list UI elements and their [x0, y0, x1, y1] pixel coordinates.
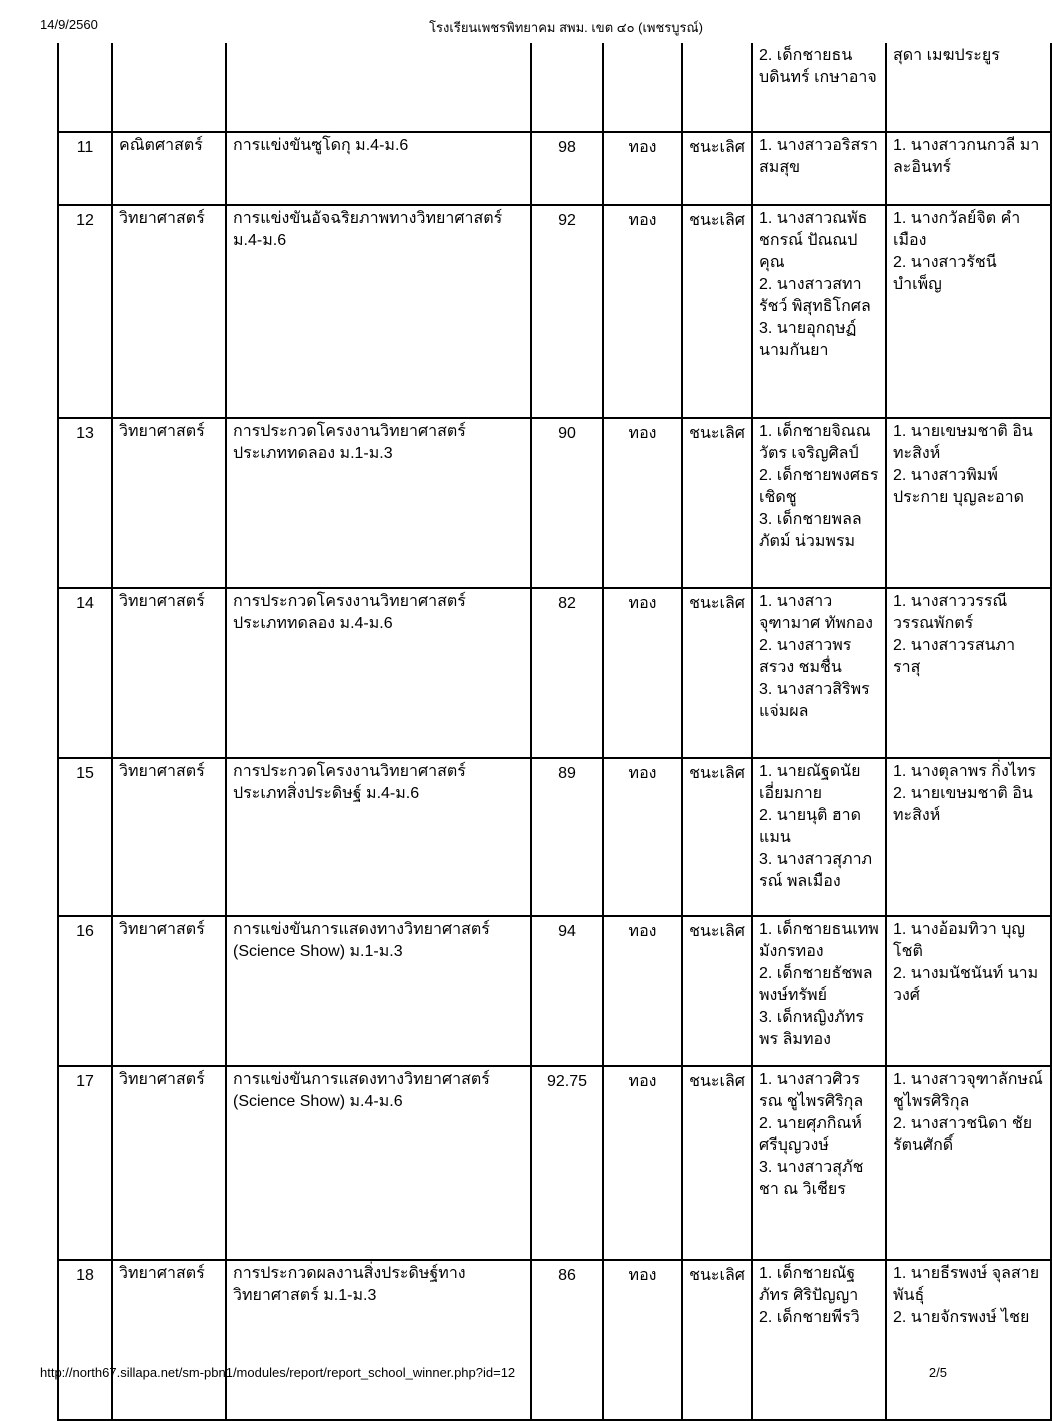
student-name: 1. นางสาวณพัธชกรณ์ ปัณณปคุณ [759, 210, 868, 271]
medal-cell: ทอง [603, 205, 682, 418]
medal-cell: ทอง [603, 418, 682, 588]
activity-cell: การประกวดโครงงานวิทยาศาสตร์ ประเภทสิ่งประดิษฐ์ ม.4-ม.6 [226, 758, 531, 916]
students-cell [752, 916, 886, 1066]
activity-cell: การประกวดผลงานสิ่งประดิษฐ์ทางวิทยาศาสตร์ ม.1-ม.3 [226, 1260, 531, 1420]
teacher-name: 1. นายเขษมชาติ อินทะสิงห์ [893, 423, 1033, 462]
activity-cell: การประกวดโครงงานวิทยาศาสตร์ ประเภททดลอง ม.1-ม.3 [226, 418, 531, 588]
students-cell [752, 1066, 886, 1260]
teacher-name: 1. นางตุลาพร กิ่งไทร [893, 763, 1036, 780]
score-cell [531, 43, 603, 132]
teachers-cell [886, 1066, 1051, 1260]
teacher-name: 2. นายเขษมชาติ อินทะสิงห์ [893, 785, 1033, 824]
row-number-cell: 11 [58, 132, 112, 205]
teacher-name: 2. นางสาวพิมพ์ประกาย บุญละอาด [893, 467, 1025, 506]
score-cell: 94 [531, 916, 603, 1066]
student-name: 3. นางสาวสิริพร แจ่มผล [759, 681, 870, 720]
student-name: 3. เด็กชายพลลภัตม์ น่วมพรม [759, 511, 862, 550]
subject-cell: วิทยาศาสตร์ [112, 916, 226, 1066]
score-cell: 90 [531, 418, 603, 588]
rank-cell: ชนะเลิศ [682, 132, 752, 205]
rank-cell: ชนะเลิศ [682, 588, 752, 758]
rank-cell: ชนะเลิศ [682, 758, 752, 916]
medal-cell [603, 43, 682, 132]
table-row [58, 132, 1051, 205]
table-row-continuation [58, 43, 1051, 132]
teacher-name: สุดา เมฆประยูร [893, 47, 1000, 64]
medal-cell: ทอง [603, 132, 682, 205]
teacher-name: 1. นายธีรพงษ์ จุลสายพันธุ์ [893, 1265, 1040, 1304]
rank-cell: ชนะเลิศ [682, 916, 752, 1066]
student-name: 1. เด็กชายจิณณวัตร เจริญศิลป์ [759, 423, 871, 462]
subject-cell: คณิตศาสตร์ [112, 132, 226, 205]
row-number-cell: 16 [58, 916, 112, 1066]
row-number-cell: 14 [58, 588, 112, 758]
activity-cell: การแข่งขันอัจฉริยภาพทางวิทยาศาสตร์ ม.4-ม.6 [226, 205, 531, 418]
teacher-name: 2. นางมนัชนันท์ นามวงศ์ [893, 965, 1039, 1004]
row-number-cell: 15 [58, 758, 112, 916]
subject-cell [112, 43, 226, 132]
subject-cell: วิทยาศาสตร์ [112, 1260, 226, 1420]
student-name: 3. นายอุกฤษฏ์ นามกันยา [759, 320, 857, 359]
table-row [58, 418, 1051, 588]
results-table [57, 43, 1052, 1421]
students-cell [752, 132, 886, 205]
teachers-cell [886, 418, 1051, 588]
score-cell: 89 [531, 758, 603, 916]
score-cell: 92 [531, 205, 603, 418]
teacher-name: 1. นางสาวกนกวลี มาละอินทร์ [893, 137, 1040, 176]
score-cell: 82 [531, 588, 603, 758]
students-cell [752, 418, 886, 588]
teachers-cell [886, 758, 1051, 916]
student-name: 2. เด็กชายธัชพล พงษ์ทรัพย์ [759, 965, 873, 1004]
teacher-name: 1. นางสาวจุฑาลักษณ์ ชูไพรศิริกุล [893, 1071, 1043, 1110]
print-header-date: 14/9/2560 [40, 17, 98, 32]
teachers-cell [886, 1260, 1051, 1420]
student-name: 2. นางสาวสทารัชว์ พิสุทธิโกศล [759, 276, 871, 315]
teachers-cell [886, 132, 1051, 205]
row-number-cell [58, 43, 112, 132]
print-footer-url: http://north67.sillapa.net/sm-pbn1/modules/report/report_school_winner.php?id=12 [40, 1365, 516, 1380]
table-row [58, 1260, 1051, 1420]
teacher-name: 2. นางสาวชนิดา ชัยรัตนศักดิ์ [893, 1115, 1033, 1154]
student-name: 1. นางสาวจุฑามาศ ทัพกอง [759, 593, 873, 632]
teacher-name: 2. นางสาวรสนภา ราสุ [893, 637, 1016, 676]
student-name: 1. นายณัฐดนัย เอี่ยมกาย [759, 763, 861, 802]
student-name: 1. เด็กชายธนเทพ มังกรทอง [759, 921, 879, 960]
print-header-title: โรงเรียนเพชรพิทยาคม สพม. เขต ๔๐ (เพชรบูรณ์) [429, 20, 703, 35]
students-cell [752, 205, 886, 418]
teacher-name: 1. นางสาววรรณี วรรณพักตร์ [893, 593, 1008, 632]
table-row [58, 916, 1051, 1066]
student-name: 1. นางสาวศิวรรณ ชูไพรศิริกุล [759, 1071, 864, 1110]
medal-cell: ทอง [603, 1066, 682, 1260]
table-row [58, 588, 1051, 758]
medal-cell: ทอง [603, 1260, 682, 1420]
rank-cell: ชนะเลิศ [682, 418, 752, 588]
rank-cell: ชนะเลิศ [682, 1260, 752, 1420]
subject-cell: วิทยาศาสตร์ [112, 418, 226, 588]
row-number-cell: 12 [58, 205, 112, 418]
student-name: 2. นายศุภกิณห์ ศรีบุญวงษ์ [759, 1115, 862, 1154]
activity-cell [226, 43, 531, 132]
student-name: 2. นางสาวพรสรวง ชมชื่น [759, 637, 852, 676]
rank-cell: ชนะเลิศ [682, 205, 752, 418]
row-number-cell: 17 [58, 1066, 112, 1260]
teachers-cell [886, 588, 1051, 758]
student-name: 1. นางสาวอริสรา สมสุข [759, 137, 878, 176]
teacher-name: 2. นางสาวรัชนี บำเพ็ญ [893, 254, 997, 293]
subject-cell: วิทยาศาสตร์ [112, 1066, 226, 1260]
subject-cell: วิทยาศาสตร์ [112, 205, 226, 418]
medal-cell: ทอง [603, 588, 682, 758]
students-cell [752, 43, 886, 132]
teacher-name: 2. นายจักรพงษ์ ไชย [893, 1309, 1030, 1326]
student-name: 2. เด็กชายพีรวิ [759, 1309, 860, 1326]
subject-cell: วิทยาศาสตร์ [112, 588, 226, 758]
results-table-container [57, 45, 1043, 1360]
student-name: 2. เด็กชายพงศธร เชิดชู [759, 467, 879, 506]
activity-cell: การแข่งขันการแสดงทางวิทยาศาสตร์ (Science Show) ม.1-ม.3 [226, 916, 531, 1066]
table-row [58, 205, 1051, 418]
subject-cell: วิทยาศาสตร์ [112, 758, 226, 916]
table-row [58, 758, 1051, 916]
students-cell [752, 1260, 886, 1420]
medal-cell: ทอง [603, 758, 682, 916]
row-number-cell: 13 [58, 418, 112, 588]
student-name: 2. เด็กชายธนบดินทร์ เกษาอาจ [759, 47, 877, 86]
students-cell [752, 588, 886, 758]
teachers-cell [886, 205, 1051, 418]
student-name: 2. นายนุติ ฮาดแมน [759, 807, 861, 846]
teacher-name: 1. นางอ้อมทิวา บุญโชติ [893, 921, 1026, 960]
teacher-name: 1. นางกวัลย์จิต คำเมือง [893, 210, 1021, 249]
score-cell: 86 [531, 1260, 603, 1420]
student-name: 3. เด็กหญิงภัทรพร ลิมทอง [759, 1009, 865, 1048]
score-cell: 92.75 [531, 1066, 603, 1260]
medal-cell: ทอง [603, 916, 682, 1066]
activity-cell: การแข่งขันการแสดงทางวิทยาศาสตร์ (Science Show) ม.4-ม.6 [226, 1066, 531, 1260]
score-cell: 98 [531, 132, 603, 205]
activity-cell: การประกวดโครงงานวิทยาศาสตร์ ประเภททดลอง ม.4-ม.6 [226, 588, 531, 758]
students-cell [752, 758, 886, 916]
student-name: 1. เด็กชายณัฐภัทร ศิริปัญญา [759, 1265, 859, 1304]
rank-cell: ชนะเลิศ [682, 1066, 752, 1260]
activity-cell: การแข่งขันซูโดกุ ม.4-ม.6 [226, 132, 531, 205]
row-number-cell: 18 [58, 1260, 112, 1420]
print-footer-page-number: 2/5 [928, 1365, 947, 1380]
table-row [58, 1066, 1051, 1260]
rank-cell [682, 43, 752, 132]
student-name: 3. นางสาวสุภาภรณ์ พลเมือง [759, 851, 873, 890]
teachers-cell [886, 43, 1051, 132]
student-name: 3. นางสาวสุภัชชา ณ วิเชียร [759, 1159, 864, 1198]
teachers-cell [886, 916, 1051, 1066]
